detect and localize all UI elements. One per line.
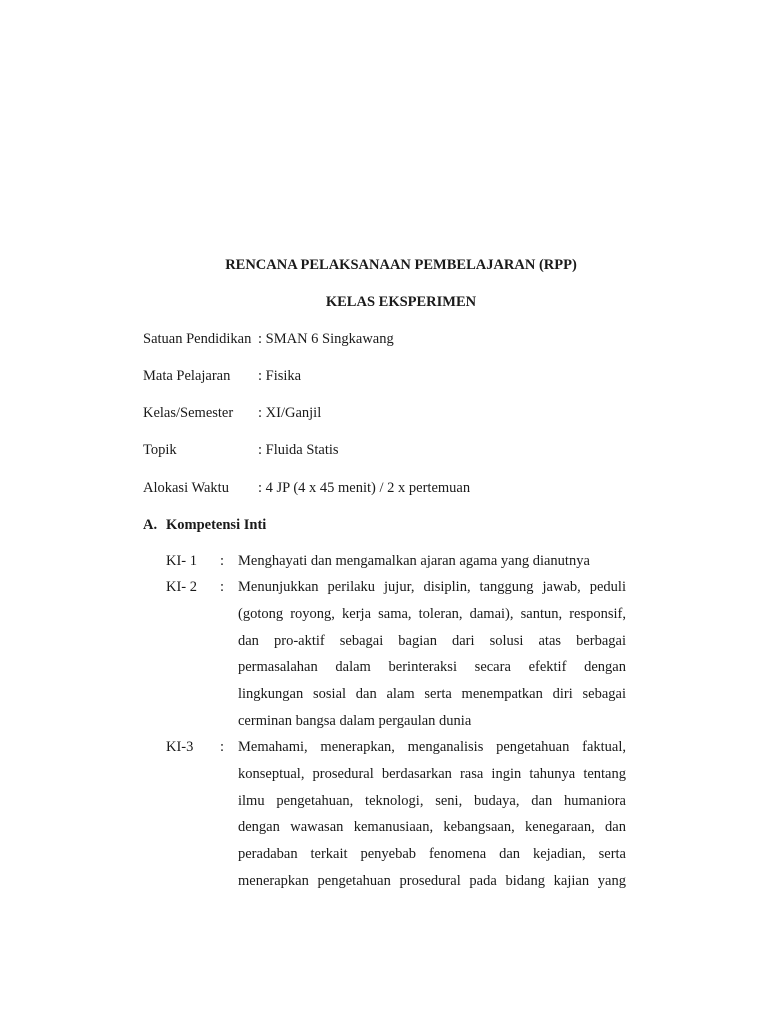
ki-text-line: dengan wawasan kemanusiaan, kebangsaan, kenegaraan, dan (238, 819, 626, 836)
ki-text-line: cerminan bangsa dalam pergaulan dunia (238, 712, 472, 729)
section-heading (143, 516, 266, 534)
ki-text-line: ilmu pengetahuan, teknologi, seni, budaya, dan humaniora (238, 792, 626, 809)
info-value: : SMAN 6 Singkawang (258, 331, 394, 347)
ki-code: KI- 1 (166, 553, 198, 569)
info-label: Topik (143, 442, 177, 458)
ki-code: KI-3 (166, 739, 194, 755)
document-subtitle: KELAS EKSPERIMEN (325, 294, 477, 310)
ki-text-line: (gotong royong, kerja sama, toleran, damai), santun, responsif, (238, 605, 626, 622)
info-value: : XI/Ganjil (258, 405, 322, 421)
ki-text (238, 548, 626, 575)
ki-text-line: permasalahan dalam berinteraksi secara efektif dengan (238, 659, 626, 676)
ki-text (238, 734, 626, 895)
ki-code: KI- 2 (166, 579, 198, 595)
ki-text-line: menerapkan pengetahuan prosedural pada bidang kajian yang (238, 872, 626, 889)
info-value: : Fluida Statis (258, 442, 339, 458)
info-label: Mata Pelajaran (143, 368, 231, 384)
ki-text-line: Menghayati dan mengamalkan ajaran agama yang dianutnya (238, 553, 590, 569)
ki-colon: : (220, 579, 225, 595)
ki-colon: : (220, 739, 225, 755)
ki-text (238, 574, 626, 735)
ki-text-line: dan pro-aktif sebagai bagian dari solusi atas berbagai (238, 632, 626, 649)
ki-text-line: lingkungan sosial dan alam serta menempatkan diri sebagai (238, 686, 626, 703)
info-label: Satuan Pendidikan (143, 331, 252, 347)
ki-text-line: Memahami, menerapkan, menganalisis pengetahuan faktual, (238, 739, 626, 755)
ki-text-line: peradaban terkait penyebab fenomena dan kejadian, serta (238, 846, 626, 863)
ki-text-line: konseptual, prosedural berdasarkan rasa ingin tahunya tentang (238, 765, 626, 782)
info-label: Alokasi Waktu (143, 480, 229, 496)
info-value: : 4 JP (4 x 45 menit) / 2 x pertemuan (258, 480, 471, 496)
info-value: : Fisika (258, 368, 302, 384)
section-title: Kompetensi Inti (166, 517, 267, 533)
info-label: Kelas/Semester (143, 405, 234, 421)
section-number: A. (143, 517, 158, 533)
ki-colon: : (220, 553, 225, 569)
ki-text-line: Menunjukkan perilaku jujur, disiplin, tanggung jawab, peduli (238, 579, 626, 595)
document-title: RENCANA PELAKSANAAN PEMBELAJARAN (RPP) (225, 257, 577, 273)
